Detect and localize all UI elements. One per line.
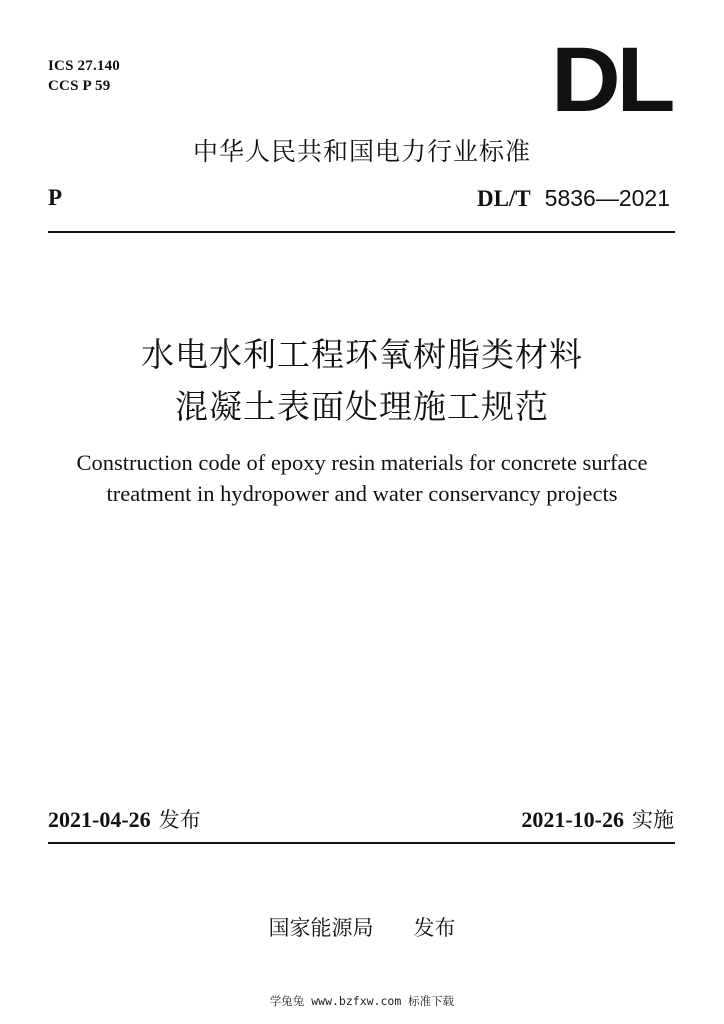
top-divider <box>48 231 675 233</box>
standard-number <box>477 184 670 213</box>
industry-standard-title: 中华人民共和国电力行业标准 <box>192 137 531 166</box>
issue-date-block <box>48 806 201 834</box>
ics-code: ICS 27.140 <box>48 58 121 74</box>
publisher-label: 发布 <box>413 916 456 940</box>
document-title-en-line-1: Construction code of epoxy resin materials for concrete surface <box>76 450 648 475</box>
classification-code: P <box>48 185 63 210</box>
bottom-divider <box>48 842 675 844</box>
watermark-text: 学兔兔 www.bzfxw.com 标准下载 <box>269 994 455 1008</box>
implementation-date-block <box>521 806 674 834</box>
implementation-label: 实施 <box>632 808 674 832</box>
publisher-name: 国家能源局 <box>268 916 374 940</box>
standard-number-value: 5836—2021 <box>544 185 670 211</box>
document-title-cn-line-1: 水电水利工程环氧树脂类材料 <box>141 335 583 374</box>
publisher-line <box>0 913 724 943</box>
standard-prefix: DL/T <box>476 186 531 211</box>
implementation-date: 2021-10-26 <box>521 807 624 832</box>
issue-date: 2021-04-26 <box>48 807 151 832</box>
ccs-code: CCS P 59 <box>48 78 111 94</box>
document-title-cn-line-2: 混凝土表面处理施工规范 <box>175 387 549 426</box>
document-title-en-line-2: treatment in hydropower and water conservancy projects <box>106 481 618 506</box>
dl-logo: DL <box>551 29 672 131</box>
ics-ccs-codes <box>48 56 120 96</box>
issue-label: 发布 <box>158 808 201 832</box>
